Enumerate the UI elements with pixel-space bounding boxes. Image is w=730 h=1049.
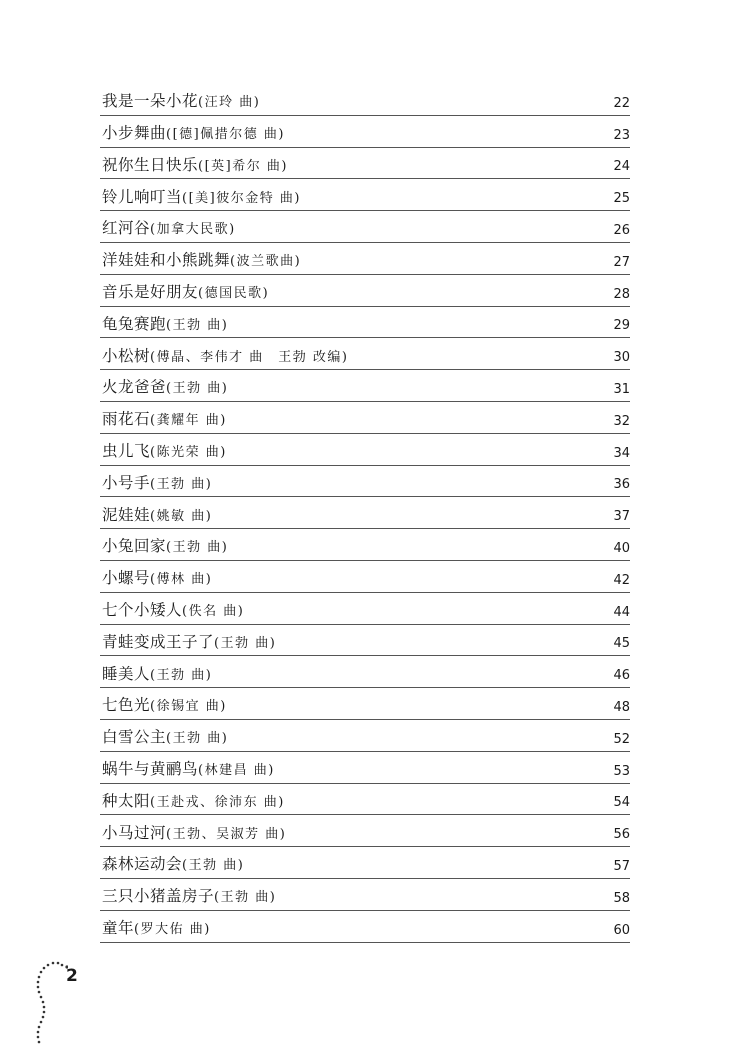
- toc-title: 雨花石: [102, 410, 151, 429]
- toc-title: 祝你生日快乐: [102, 155, 199, 174]
- toc-composer-note: (林建昌 曲): [198, 763, 275, 779]
- toc-row: [100, 720, 630, 752]
- toc-entry: [102, 189, 301, 206]
- toc-page-number: 60: [613, 922, 630, 938]
- toc-row: [100, 879, 630, 911]
- toc-composer-note: (佚名 曲): [182, 604, 245, 620]
- toc-row: [100, 593, 630, 625]
- toc-page-number: 31: [613, 381, 630, 397]
- toc-page-number: 30: [613, 350, 630, 366]
- toc-title: 小兔回家: [102, 537, 167, 556]
- toc-entry: [102, 602, 244, 619]
- toc-composer-note: (德国民歌): [198, 286, 270, 302]
- toc-page-number: 23: [613, 127, 630, 143]
- toc-page-number: 58: [613, 890, 630, 906]
- toc-entry: [102, 729, 228, 746]
- toc-composer-note: (傅林 曲): [150, 572, 213, 588]
- toc-entry: [102, 570, 212, 587]
- toc-composer-note: (王勃、吴淑芳 曲): [166, 826, 287, 842]
- toc-page-number: 56: [613, 827, 630, 843]
- toc-page-number: 45: [613, 636, 630, 652]
- toc-title: 童年: [102, 919, 135, 938]
- toc-page-number: 42: [613, 572, 630, 588]
- toc-title: 白雪公主: [102, 728, 167, 747]
- toc-page-number: 22: [613, 95, 630, 111]
- toc-entry: [102, 507, 212, 524]
- toc-title: 火龙爸爸: [102, 378, 167, 397]
- toc-page-number: 27: [613, 254, 630, 270]
- toc-row: [100, 148, 630, 180]
- toc-entry: [102, 348, 348, 365]
- toc-entry: [102, 825, 286, 842]
- toc-entry: [102, 411, 227, 428]
- toc-row: [100, 497, 630, 529]
- toc-row: [100, 752, 630, 784]
- toc-entry: [102, 761, 275, 778]
- toc-row: [100, 275, 630, 307]
- toc-composer-note: (波兰歌曲): [230, 254, 302, 270]
- page-number: 2: [66, 966, 78, 986]
- toc-composer-note: (陈光荣 曲): [150, 445, 227, 461]
- toc-title: 种太阳: [102, 791, 151, 810]
- toc-title: 铃儿响叮当: [102, 187, 183, 206]
- toc-row: [100, 243, 630, 275]
- toc-entry: [102, 125, 285, 142]
- toc-row: [100, 656, 630, 688]
- toc-composer-note: (徐锡宜 曲): [150, 699, 227, 715]
- toc-entry: [102, 284, 269, 301]
- toc-row: [100, 625, 630, 657]
- toc-entry: [102, 666, 212, 683]
- toc-composer-note: (加拿大民歌): [150, 222, 236, 238]
- toc-page-number: 46: [613, 668, 630, 684]
- toc-composer-note: ([德]佩措尔德 曲): [166, 127, 285, 143]
- toc-title: 洋娃娃和小熊跳舞: [102, 251, 231, 270]
- toc-title: 红河谷: [102, 219, 151, 238]
- toc-title: 蜗牛与黄鹂鸟: [102, 760, 199, 779]
- toc-title: 我是一朵小花: [102, 92, 199, 111]
- toc-title: 小螺号: [102, 569, 151, 588]
- toc-row: [100, 370, 630, 402]
- toc-entry: [102, 888, 276, 905]
- toc-composer-note: (王勃 曲): [214, 890, 277, 906]
- toc-page-number: 24: [613, 159, 630, 175]
- toc-page-number: 54: [613, 795, 630, 811]
- toc-row: [100, 529, 630, 561]
- toc-page-number: 40: [613, 540, 630, 556]
- toc-composer-note: (王勃 曲): [166, 731, 229, 747]
- toc-row: [100, 84, 630, 116]
- toc-title: 音乐是好朋友: [102, 283, 199, 302]
- toc-row: [100, 211, 630, 243]
- toc-row: [100, 338, 630, 370]
- toc-page-number: 48: [613, 699, 630, 715]
- toc-row: [100, 688, 630, 720]
- toc-title: 龟兔赛跑: [102, 314, 167, 333]
- toc-composer-note: (汪玲 曲): [198, 95, 261, 111]
- toc-composer-note: (傅晶、李伟才 曲 王勃 改编): [150, 349, 349, 365]
- toc-row: [100, 116, 630, 148]
- toc-composer-note: (龚耀年 曲): [150, 413, 227, 429]
- toc-entry: [102, 538, 228, 555]
- toc-row: [100, 847, 630, 879]
- toc-title: 小松树: [102, 346, 151, 365]
- toc-entry: [102, 93, 260, 110]
- toc-title: 泥娃娃: [102, 505, 151, 524]
- toc-composer-note: (王勃 曲): [182, 858, 245, 874]
- toc-entry: [102, 856, 244, 873]
- toc-entry: [102, 252, 301, 269]
- toc-title: 三只小猪盖房子: [102, 887, 215, 906]
- toc-composer-note: (王勃 曲): [214, 635, 277, 651]
- toc-page-number: 26: [613, 222, 630, 238]
- toc-composer-note: (王勃 曲): [166, 381, 229, 397]
- toc-composer-note: (罗大佑 曲): [134, 922, 211, 938]
- toc-page-number: 52: [613, 731, 630, 747]
- toc-title: 虫儿飞: [102, 442, 151, 461]
- toc-entry: [102, 793, 285, 810]
- toc-composer-note: (王勃 曲): [150, 667, 213, 683]
- table-of-contents: [100, 84, 630, 943]
- toc-title: 七色光: [102, 696, 151, 715]
- toc-page-number: 57: [613, 858, 630, 874]
- toc-row: [100, 784, 630, 816]
- toc-composer-note: (姚敏 曲): [150, 508, 213, 524]
- toc-title: 七个小矮人: [102, 601, 183, 620]
- toc-entry: [102, 697, 227, 714]
- toc-entry: [102, 920, 211, 937]
- toc-entry: [102, 443, 227, 460]
- toc-row: [100, 402, 630, 434]
- toc-entry: [102, 475, 212, 492]
- toc-row: [100, 179, 630, 211]
- toc-page-number: 36: [613, 477, 630, 493]
- toc-title: 青蛙变成王子了: [102, 632, 215, 651]
- toc-page-number: 34: [613, 445, 630, 461]
- toc-title: 小号手: [102, 473, 151, 492]
- toc-entry: [102, 634, 276, 651]
- toc-title: 小马过河: [102, 823, 167, 842]
- toc-page-number: 25: [613, 191, 630, 207]
- toc-title: 睡美人: [102, 664, 151, 683]
- toc-entry: [102, 220, 236, 237]
- toc-row: [100, 815, 630, 847]
- toc-page-number: 29: [613, 318, 630, 334]
- toc-page-number: 28: [613, 286, 630, 302]
- toc-composer-note: (王赴戎、徐沛东 曲): [150, 794, 285, 810]
- toc-entry: [102, 316, 228, 333]
- decorative-dot-curve: [28, 955, 68, 1049]
- toc-row: [100, 466, 630, 498]
- toc-composer-note: ([英]希尔 曲): [198, 158, 288, 174]
- toc-page-number: 44: [613, 604, 630, 620]
- toc-composer-note: ([美]彼尔金特 曲): [182, 190, 301, 206]
- toc-entry: [102, 379, 228, 396]
- toc-row: [100, 561, 630, 593]
- toc-row: [100, 911, 630, 943]
- toc-composer-note: (王勃 曲): [166, 540, 229, 556]
- toc-page-number: 37: [613, 509, 630, 525]
- toc-title: 森林运动会: [102, 855, 183, 874]
- toc-page-number: 53: [613, 763, 630, 779]
- toc-entry: [102, 157, 288, 174]
- toc-composer-note: (王勃 曲): [150, 476, 213, 492]
- toc-title: 小步舞曲: [102, 124, 167, 143]
- toc-row: [100, 307, 630, 339]
- toc-composer-note: (王勃 曲): [166, 317, 229, 333]
- toc-row: [100, 434, 630, 466]
- toc-page-number: 32: [613, 413, 630, 429]
